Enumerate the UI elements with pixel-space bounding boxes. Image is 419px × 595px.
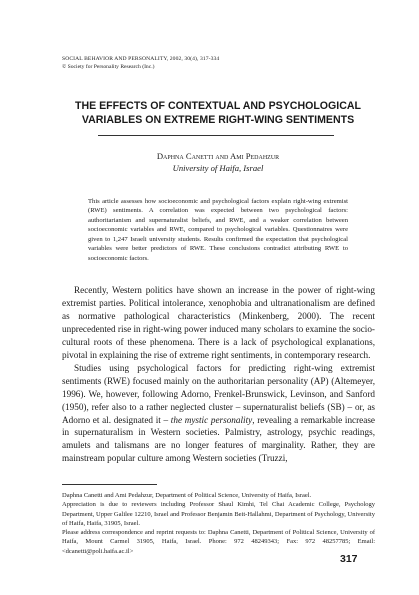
emphasis-mystic-personality: the mystic personality bbox=[170, 414, 253, 425]
paragraph-2-part-b: , revealing a remarkable increase in supernaturalism in Western societies. Palmistry, astrology, psychic readings, amulets and talismans are no longer features of marginality. Rather, they are mainstream popular culture among Western societies (Truzzi, bbox=[62, 414, 375, 464]
abstract: This article assesses how socioeconomic and psychological factors explain right-wing extremist (RWE) sentiments. A correlation was expected between two psychological factors: authoritarianism and supernaturalist beliefs, and RWE, and a weaker correlation between socioeconomic variables and RWE, compared to psychological variables. Questionnaires were given to 1,247 Israeli university students. Results confirmed the expectation that psychological variables were better predictors of RWE. These conclusions contradict attributing RWE to socioeconomic factors. bbox=[88, 198, 348, 262]
body-text bbox=[62, 284, 375, 465]
title-line-2: VARIABLES ON EXTREME RIGHT-WING SENTIMENTS bbox=[81, 113, 355, 126]
page-number: 317 bbox=[340, 553, 358, 565]
footnote-block bbox=[62, 491, 375, 556]
author-names: Daphna Canetti and Ami Pedahzur bbox=[156, 151, 280, 161]
footnote-rule bbox=[62, 484, 157, 485]
running-header bbox=[62, 55, 219, 71]
footnote-authors: Daphna Canetti and Ami Pedahzur, Department of Political Science, University of Haifa, Israel. bbox=[62, 492, 312, 499]
author-block bbox=[62, 150, 374, 174]
title-line-1: THE EFFECTS OF CONTEXTUAL AND PSYCHOLOGICAL bbox=[74, 100, 362, 112]
paragraph-2 bbox=[62, 362, 375, 466]
author-affiliation: University of Haifa, Israel bbox=[172, 163, 264, 173]
footnote-correspondence: Please address correspondence and reprint requests to: Daphna Canetti, Department of Political Science, University of Haifa, Mount Carmel 31905, Haifa, Israel. Phone: 972 48249343; Fax: 972 48257785; Email:<dcanetti@poli.haifa.ac.il> bbox=[62, 529, 375, 555]
paragraph-1: Recently, Western politics have shown an increase in the power of right-wing extremist parties. Political intolerance, xenophobia and ultranationalism are defined as normative pathological characteristics (Minkenberg, 2000). The recent unprecedented rise in right-wing power induced many scholars to examine the socio-cultural roots of these phenomena. There is a lack of psychological explanations, pivotal in explaining the rise of extreme right sentiments, in contemporary research. bbox=[62, 285, 375, 360]
paragraph-2-part-a: Studies using psychological factors for predicting right-wing extremist sentiments (RWE) focused mainly on the authoritarian personality (AP) (Altemeyer, 1996). We, however, following Adorno, Frenkel-Brunswick, Levinson, and Sanford (1950), refer also to a rather neglected cluster – supernaturalist beliefs (SB) – or, as Adorno et al. designated it – bbox=[62, 362, 375, 425]
footnote-acknowledgment: Appreciation is due to reviewers including Professor Shaul Kimhi, Tel Chai Academic College, Psychology Department, Upper Galilee 12210, Israel and Professor Benjamin Beit-Hallahmi, Department of Psychology, University of Haifa, Haifa, 31905, Israel. bbox=[62, 501, 375, 527]
article-title bbox=[62, 100, 374, 127]
journal-citation: SOCIAL BEHAVIOR AND PERSONALITY, 2002, 30(4), 317-334 bbox=[62, 56, 220, 62]
copyright-notice: © Society for Personality Research (Inc.) bbox=[62, 64, 155, 70]
title-rule bbox=[98, 135, 334, 136]
